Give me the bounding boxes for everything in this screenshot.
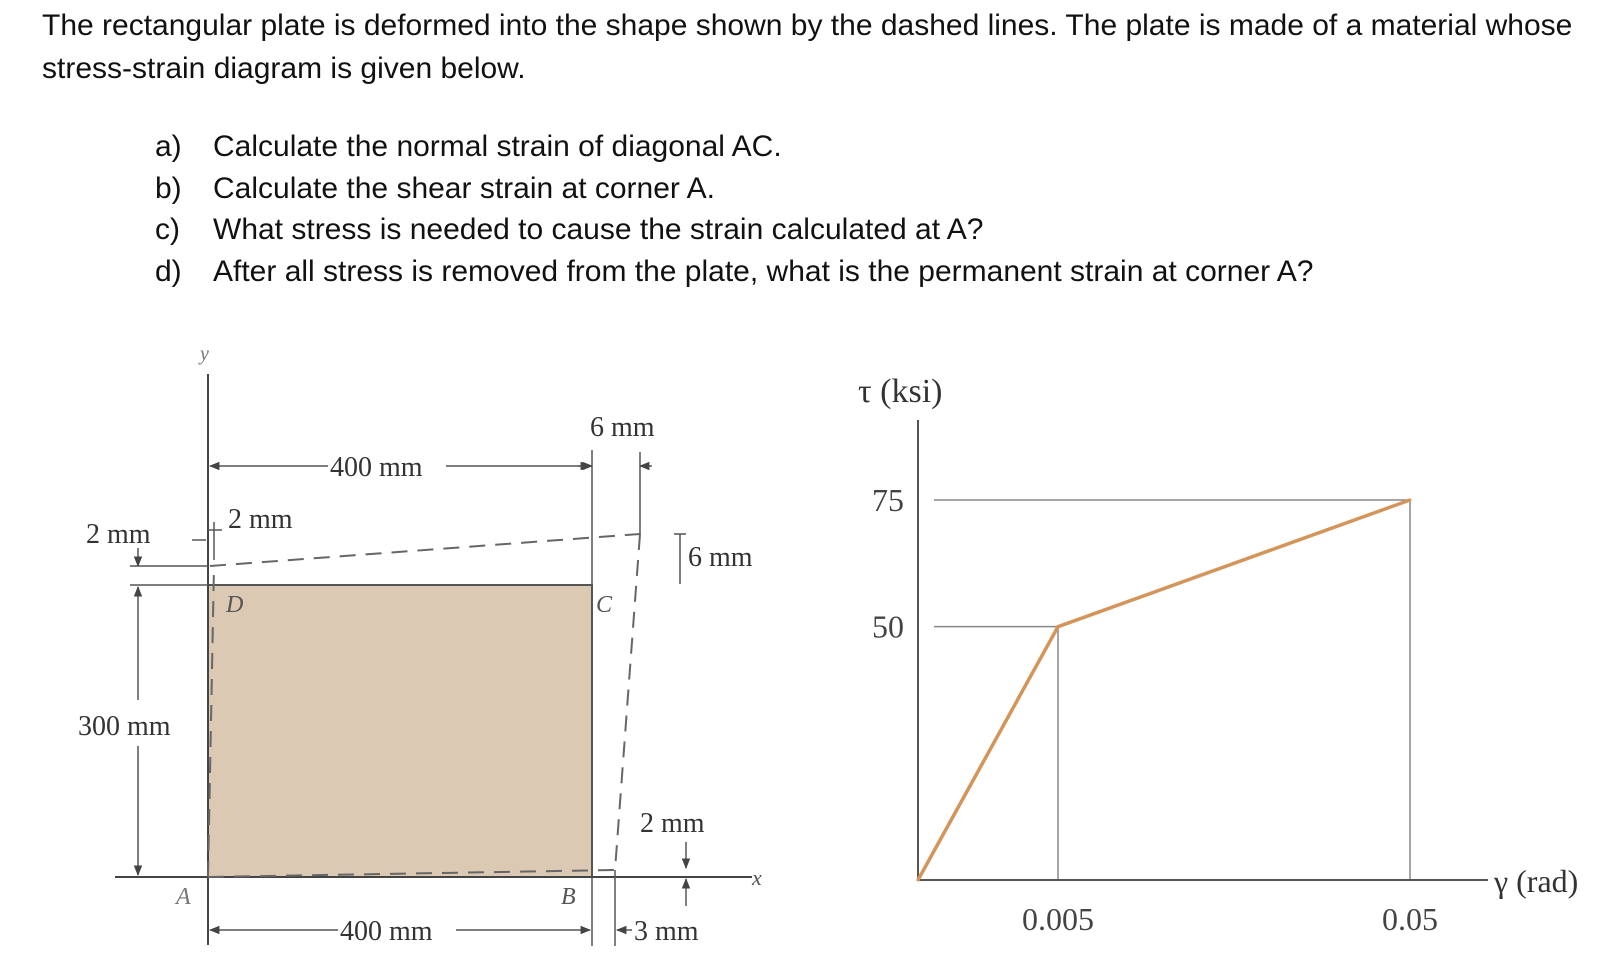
corner-label-d: D	[226, 592, 244, 618]
question-text: Calculate the normal strain of diagonal AC.	[213, 130, 782, 163]
chart-data-point	[1409, 499, 1412, 502]
top-shift-label: 6 mm	[590, 412, 655, 443]
x-axis-label: x	[752, 865, 762, 890]
b-shift-label: 3 mm	[634, 916, 699, 947]
deformed-right-edge	[615, 534, 640, 870]
d-displacement-label: 2 mm	[228, 504, 293, 535]
question-label: b)	[155, 171, 182, 205]
corner-label-a: A	[176, 884, 191, 910]
c-rise-label: 6 mm	[688, 542, 753, 573]
chart-data-point	[1057, 625, 1060, 628]
top-width-label: 400 mm	[330, 452, 423, 483]
deformed-top-edge	[210, 534, 640, 566]
question-label: a)	[155, 130, 182, 163]
question-text: After all stress is removed from the plate, what is the permanent strain at corner A?	[213, 254, 1314, 288]
bottom-width-label: 400 mm	[340, 916, 433, 947]
question-label: d)	[155, 254, 182, 288]
chart-y-tick-labels	[872, 482, 904, 645]
chart-series	[917, 499, 1412, 882]
corner-label-c: C	[596, 592, 613, 618]
d-displacement-dimension	[208, 522, 222, 560]
chart-y-tick-label: 50	[872, 608, 904, 645]
b-rise-label: 2 mm	[640, 808, 705, 839]
plate-rect	[208, 585, 592, 877]
question-text: Calculate the shear strain at corner A.	[213, 171, 715, 205]
chart-series-line	[918, 500, 1410, 880]
left-displacement-label: 2 mm	[86, 519, 151, 550]
chart-x-tick-label: 0.05	[1382, 901, 1438, 937]
plate-diagram	[78, 343, 762, 947]
chart-y-axis-label: τ (ksi)	[858, 373, 943, 410]
top-shift-dimension	[578, 452, 652, 534]
stress-strain-chart	[858, 373, 1578, 937]
y-axis-label: y	[200, 343, 209, 365]
question-text: What stress is needed to cause the strain calculated at A?	[213, 213, 984, 246]
corner-label-b: B	[561, 884, 576, 910]
chart-data-point	[917, 879, 920, 882]
c-rise-dimension	[674, 534, 686, 584]
chart-x-axis-label: γ (rad)	[1494, 863, 1579, 899]
chart-x-tick-label: 0.005	[1022, 901, 1094, 937]
chart-y-tick-label: 75	[872, 482, 904, 518]
b-shift-dimension	[615, 870, 632, 946]
height-label: 300 mm	[78, 711, 171, 742]
chart-x-tick-labels	[1022, 901, 1438, 937]
chart-grid	[934, 500, 1410, 880]
problem-intro: The rectangular plate is deformed into the shape shown by the dashed lines. The plate is made of a material whose stress-strain diagram is given below.	[42, 9, 1573, 85]
question-label: c)	[155, 213, 180, 246]
